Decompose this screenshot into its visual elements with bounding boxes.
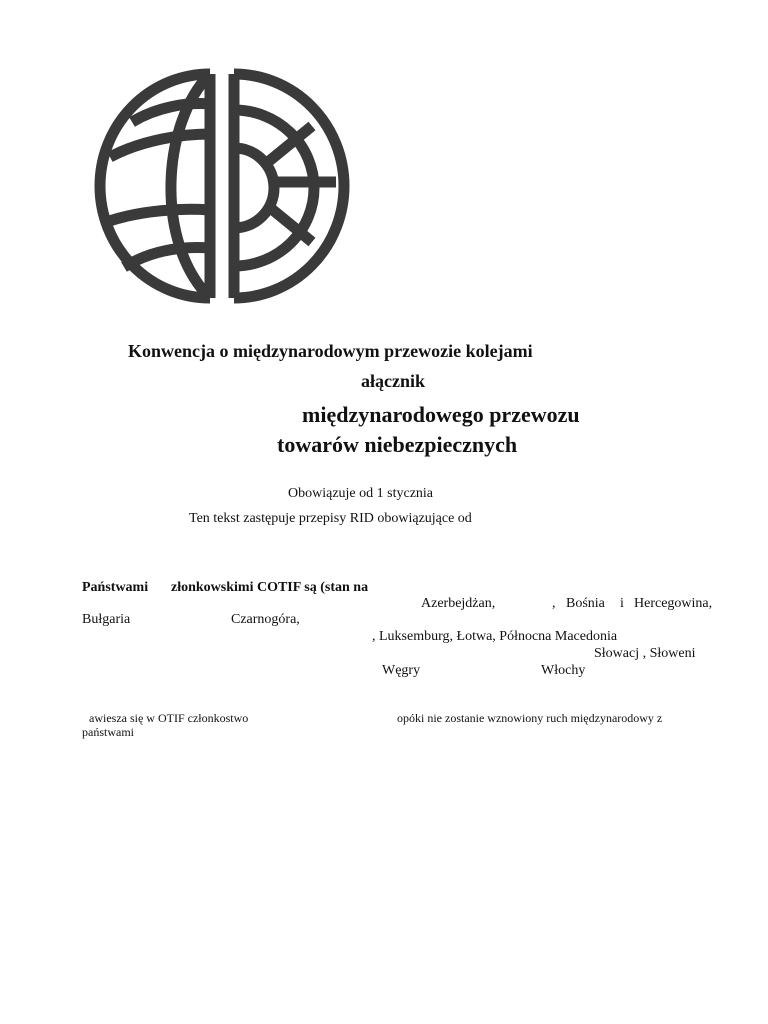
members-heading-a: Państwami: [82, 580, 149, 595]
convention-title: Konwencja o międzynarodowym przewozie kolejami: [128, 341, 533, 361]
country-conjunction: i: [620, 596, 624, 611]
footnote-part1: awiesza się w OTIF członkostwo: [89, 711, 249, 725]
otif-globe-logo: [92, 62, 362, 312]
country-bulgaria: Bułgaria: [82, 612, 131, 627]
footnote-part3: państwami: [82, 725, 134, 739]
country-separator: ,: [552, 596, 556, 611]
country-wlochy: Włochy: [541, 663, 586, 678]
replaces-text: Ten tekst zastępuje przepisy RID obowiązujące od: [189, 511, 472, 526]
country-wegry: Węgry: [382, 663, 421, 678]
effective-date-text: Obowiązuje od 1 stycznia: [288, 486, 434, 501]
country-hercegowina: Hercegowina,: [634, 596, 713, 611]
footnote-part2: opóki nie zostanie wznowiony ruch międzynarodowy z: [397, 711, 663, 725]
document-title-line1: międzynarodowego przewozu: [302, 402, 580, 427]
country-line3: , Luksemburg, Łotwa, Północna Macedonia: [372, 629, 618, 644]
country-czarnogora: Czarnogóra,: [231, 612, 300, 627]
document-title-line2: towarów niebezpiecznych: [277, 432, 518, 457]
annex-label: ałącznik: [361, 371, 426, 391]
country-bosnia: Bośnia: [566, 596, 605, 611]
country-slowacja-slowenia: Słowacj , Słoweni: [594, 646, 696, 661]
country-azerbejdzan: Azerbejdżan,: [421, 596, 496, 611]
members-heading-b: złonkowskimi COTIF są (stan na: [171, 580, 369, 595]
